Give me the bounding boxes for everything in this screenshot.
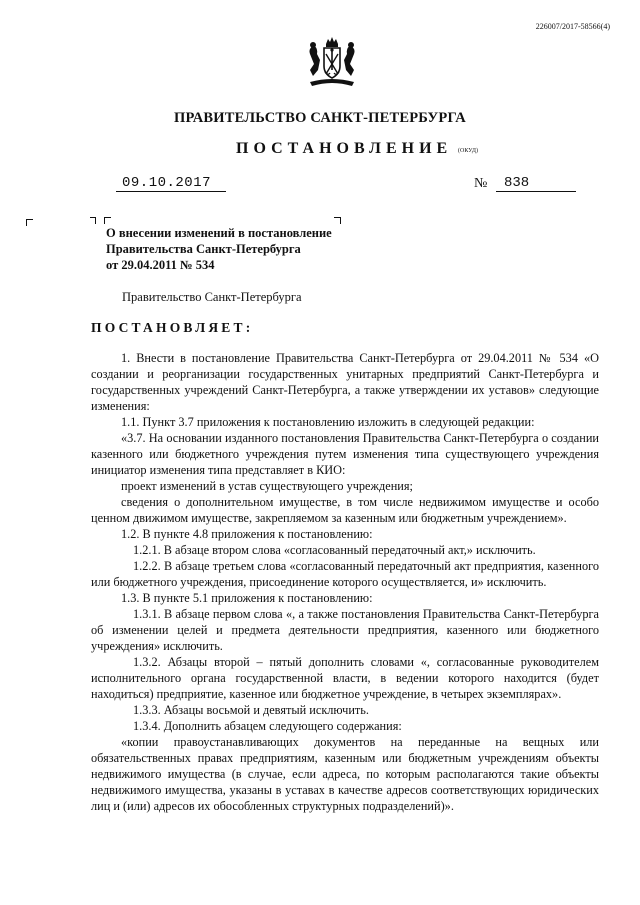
document-number: 226007/2017-58566(4) <box>535 22 610 31</box>
body-paragraph: «копии правоустанавливающих документов на переданные на вещных или обязательственных правах предприятиям, казенным или бюджетным учреждениям объекты недвижимого имущества (в случае, если адреса, по которым располагаются такие объекты недвижимого имущества, указаны в уставах в качестве адресов соответствующих юридических лиц и (или) адресов их обособленных структурных подразделений)». <box>91 735 599 813</box>
body-paragraph: 1.3.1. В абзаце первом слова «, а также постановления Правительства Санкт-Петербурга об изменении целей и предмета деятельности предприятия, казенного или бюджетного учреждения» исключить. <box>91 607 599 653</box>
decree-subject <box>106 225 366 273</box>
resolves-heading: ПОСТАНОВЛЯЕТ: <box>91 320 254 335</box>
body-paragraph: проект изменений в устав существующего учреждения; <box>121 479 413 493</box>
government-heading: ПРАВИТЕЛЬСТВО САНКТ-ПЕТЕРБУРГА <box>174 110 466 126</box>
subject-line: Правительства Санкт-Петербурга <box>106 242 301 256</box>
okud-label: (ОКУД) <box>458 148 478 154</box>
subject-line: от 29.04.2011 № 534 <box>106 258 215 272</box>
body-paragraph: 1. Внести в постановление Правительства Санкт-Петербурга от 29.04.2011 № 534 «О создании и реорганизации государственных унитарных предприятий Санкт-Петербурга и государственных учреждений Санкт-Петербурга, а также утверждении их уставов» следующие изменения: <box>91 351 599 413</box>
body-paragraph: сведения о дополнительном имуществе, в том числе недвижимом имуществе и особо ценном движимом имуществе, закрепляемом за казенным или бюджетным учреждением». <box>91 495 599 525</box>
body-paragraph: 1.2.1. В абзаце втором слова «согласованный передаточный акт,» исключить. <box>133 543 536 557</box>
number-sign: № <box>474 176 488 191</box>
issuer-line: Правительство Санкт-Петербурга <box>122 290 302 304</box>
decree-title: ПОСТАНОВЛЕНИЕ <box>236 140 453 157</box>
margin-corner-mark <box>26 219 33 226</box>
subject-line: О внесении изменений в постановление <box>106 226 332 240</box>
body-paragraph: 1.2.2. В абзаце третьем слова «согласованный передаточный акт предприятия, казенного или бюджетного учреждения, присоединение которого осуществляется, и» исключить. <box>91 559 599 589</box>
body-paragraph: 1.3.4. Дополнить абзацем следующего содержания: <box>133 719 402 733</box>
body-paragraph: 1.3. В пункте 5.1 приложения к постановлению: <box>121 591 373 605</box>
number-underline <box>496 191 576 192</box>
body-paragraph: 1.3.2. Абзацы второй – пятый дополнить словами «, согласованные руководителем исполнительного органа государственной власти, в ведении которого находится (будет находиться) предприятие, казенное или бюджетное учреждение, в четырех экземплярах». <box>91 655 599 701</box>
margin-corner-mark <box>334 217 341 224</box>
body-paragraph: «3.7. На основании изданного постановления Правительства Санкт-Петербурга о создании казенного или бюджетного учреждения путем изменения типа существующего учреждения инициатор изменения типа представляет в КИО: <box>91 431 599 477</box>
body-paragraph: 1.1. Пункт 3.7 приложения к постановлению изложить в следующей редакции: <box>121 415 535 429</box>
date-underline <box>116 191 226 192</box>
margin-corner-mark <box>104 217 111 224</box>
decree-body <box>91 350 599 814</box>
margin-corner-mark <box>90 217 96 224</box>
body-paragraph: 1.3.3. Абзацы восьмой и девятый исключить. <box>133 703 369 717</box>
body-paragraph: 1.2. В пункте 4.8 приложения к постановлению: <box>121 527 373 541</box>
decree-number: 838 <box>504 175 530 191</box>
coat-of-arms-emblem <box>304 36 360 88</box>
decree-date: 09.10.2017 <box>122 175 212 191</box>
